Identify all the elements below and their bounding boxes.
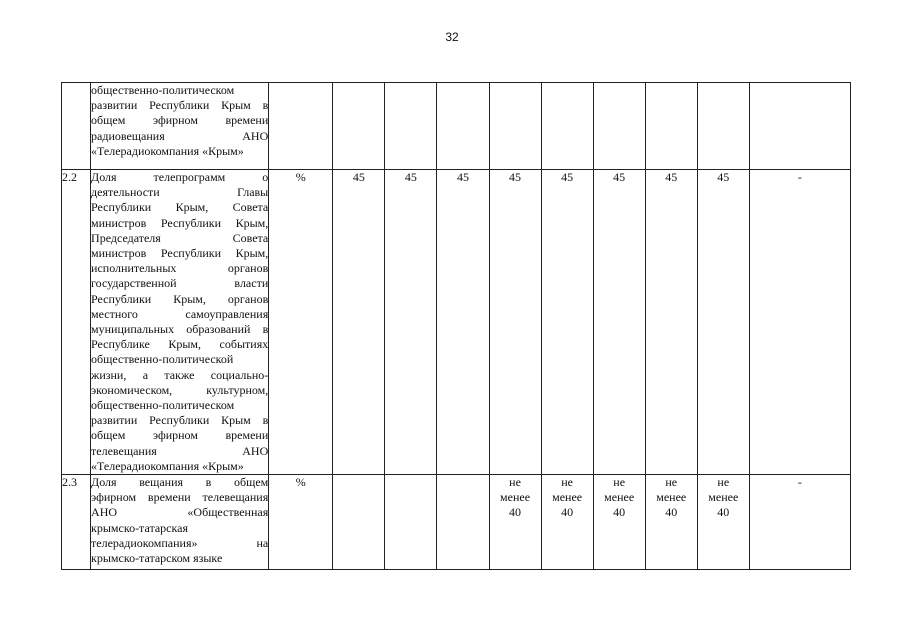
description-line: общественно-политической — [91, 352, 234, 367]
description-line: общественно-политическом — [91, 398, 235, 413]
indicator-description — [91, 170, 269, 475]
note-cell — [749, 83, 850, 170]
value-cell — [437, 475, 489, 570]
value-cell: 45 — [385, 170, 437, 475]
description-line: деятельности Главы — [91, 185, 269, 200]
value-cell: не менее 40 — [645, 475, 697, 570]
description-line: Председателя Совета — [91, 230, 269, 245]
value-cell — [489, 83, 541, 170]
value-cell: 45 — [645, 170, 697, 475]
description-line: исполнительных органов — [91, 261, 269, 276]
table-row — [62, 83, 851, 170]
value-cell — [697, 83, 749, 170]
description-line: общественно-политическом — [91, 83, 235, 97]
value-cell — [385, 475, 437, 570]
row-number — [62, 83, 91, 170]
value-cell: 45 — [541, 170, 593, 475]
description-line: министров Республики Крым, — [91, 215, 269, 230]
description-line: министров Республики Крым, — [91, 246, 269, 261]
description-line: Республике Крым, событиях — [91, 337, 269, 352]
value-cell — [645, 83, 697, 170]
indicator-description — [91, 83, 269, 170]
description-line: телерадиокомпания» на — [91, 535, 269, 550]
description-line: муниципальных образований в — [91, 322, 269, 337]
description-line: государственной власти — [91, 276, 269, 291]
description-line: крымско-татарском языке — [91, 551, 223, 566]
value-cell: 45 — [333, 170, 385, 475]
indicator-description — [91, 475, 269, 570]
note-cell: - — [749, 170, 850, 475]
description-line: крымско-татарская — [91, 520, 189, 535]
description-line: «Телерадиокомпания «Крым» — [91, 143, 244, 158]
description-line: общем эфирном времени — [91, 428, 269, 443]
description-line: экономическом, культурном, — [91, 382, 269, 397]
description-line: Доля телепрограмм о — [91, 170, 269, 184]
value-cell: 45 — [593, 170, 645, 475]
note-cell: - — [749, 475, 850, 570]
description-line: АНО «Общественная — [91, 505, 269, 520]
value-cell: 45 — [437, 170, 489, 475]
description-line: «Телерадиокомпания «Крым» — [91, 458, 244, 473]
value-cell: 45 — [697, 170, 749, 475]
value-cell — [541, 83, 593, 170]
value-cell — [333, 83, 385, 170]
value-cell: не менее 40 — [541, 475, 593, 570]
description-line: эфирном времени телевещания — [91, 490, 269, 505]
page-number: 32 — [445, 30, 459, 44]
description-line: жизни, а также социально- — [91, 367, 269, 382]
value-cell — [593, 83, 645, 170]
indicators-table — [61, 82, 851, 570]
value-cell — [437, 83, 489, 170]
value-cell: не менее 40 — [697, 475, 749, 570]
table-row — [62, 170, 851, 475]
table-row — [62, 475, 851, 570]
description-line: общем эфирном времени — [91, 113, 269, 128]
description-line: местного самоуправления — [91, 306, 269, 321]
description-line: Доля вещания в общем — [91, 475, 269, 490]
row-number: 2.3 — [62, 475, 91, 570]
row-number: 2.2 — [62, 170, 91, 475]
value-cell: не менее 40 — [489, 475, 541, 570]
value-cell — [385, 83, 437, 170]
value-cell: 45 — [489, 170, 541, 475]
unit-cell: % — [269, 475, 333, 570]
description-line: Республики Крым, органов — [91, 291, 269, 306]
description-line: развитии Республики Крым в — [91, 98, 269, 113]
description-line: телевещания АНО — [91, 443, 269, 458]
unit-cell — [269, 83, 333, 170]
description-line: радиовещания АНО — [91, 128, 269, 143]
unit-cell: % — [269, 170, 333, 475]
value-cell — [333, 475, 385, 570]
description-line: развитии Республики Крым в — [91, 413, 269, 428]
description-line: Республики Крым, Совета — [91, 200, 269, 215]
value-cell: не менее 40 — [593, 475, 645, 570]
